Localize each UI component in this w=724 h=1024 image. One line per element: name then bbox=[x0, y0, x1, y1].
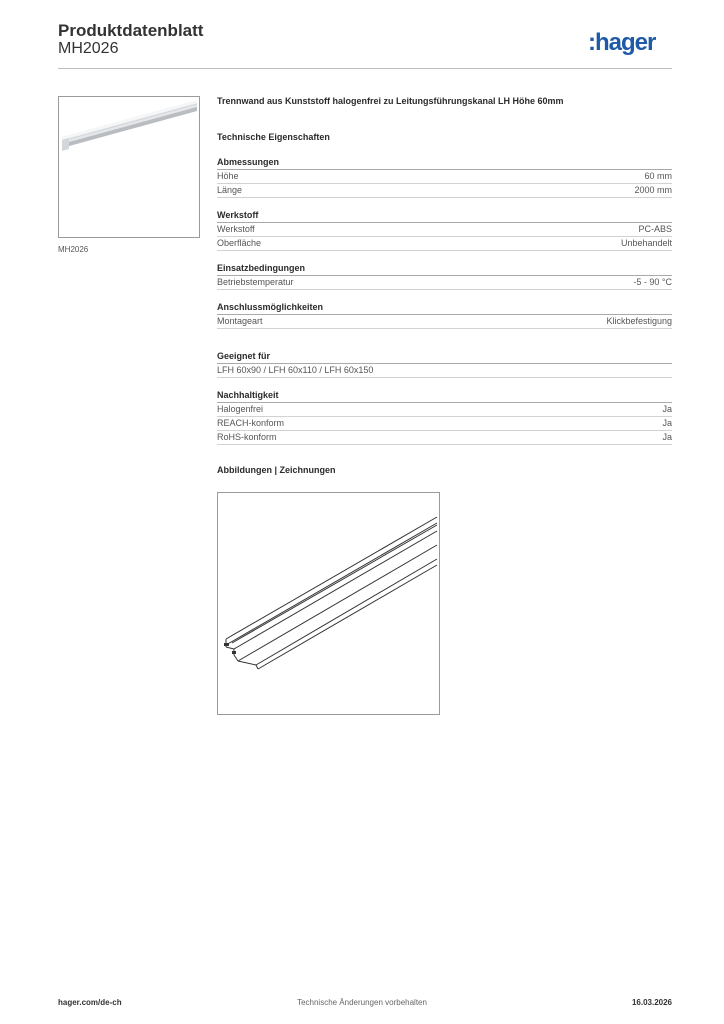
page-title: Produktdatenblatt bbox=[58, 21, 204, 40]
section-connection-options bbox=[217, 302, 672, 329]
thumbnail-caption: MH2026 bbox=[58, 245, 89, 254]
spec-row bbox=[217, 223, 672, 237]
header-divider bbox=[58, 68, 672, 69]
spec-label: Werkstoff bbox=[217, 224, 255, 234]
spec-value: Ja bbox=[662, 432, 672, 442]
spec-value: Klickbefestigung bbox=[606, 316, 672, 326]
spec-value: 2000 mm bbox=[634, 185, 672, 195]
spec-row bbox=[217, 431, 672, 445]
section-suitable-for bbox=[217, 351, 672, 378]
section-title: Nachhaltigkeit bbox=[217, 390, 672, 403]
spec-row bbox=[217, 170, 672, 184]
product-details bbox=[217, 96, 672, 476]
product-headline: Trennwand aus Kunststoff halogenfrei zu Leitungsführungskanal LH Höhe 60mm bbox=[217, 96, 564, 106]
product-code: MH2026 bbox=[58, 40, 119, 57]
product-thumbnail-image bbox=[59, 97, 199, 237]
section-dimensions bbox=[217, 157, 672, 198]
spec-row bbox=[217, 315, 672, 329]
technical-drawing bbox=[217, 492, 440, 715]
spec-label: RoHS-konform bbox=[217, 432, 277, 442]
spec-row bbox=[217, 364, 672, 378]
spec-value: Ja bbox=[662, 418, 672, 428]
spec-row bbox=[217, 184, 672, 198]
product-thumbnail bbox=[58, 96, 200, 238]
hager-logo-text: :hager bbox=[588, 29, 656, 56]
spec-row bbox=[217, 403, 672, 417]
section-operating-conditions bbox=[217, 263, 672, 290]
spec-label: Oberfläche bbox=[217, 238, 262, 248]
spec-label: REACH-konform bbox=[217, 418, 285, 428]
spec-row bbox=[217, 417, 672, 431]
spec-label: Montageart bbox=[217, 316, 263, 326]
section-title: Anschlussmöglichkeiten bbox=[217, 302, 672, 315]
spec-label: Länge bbox=[217, 185, 243, 195]
spec-value: Unbehandelt bbox=[620, 238, 672, 248]
spec-label: LFH 60x90 / LFH 60x110 / LFH 60x150 bbox=[217, 365, 374, 375]
spec-row bbox=[217, 276, 672, 290]
drawings-title: Abbildungen | Zeichnungen bbox=[217, 465, 336, 475]
spec-label: Höhe bbox=[217, 171, 239, 181]
section-material bbox=[217, 210, 672, 251]
spec-value: -5 - 90 °C bbox=[633, 277, 672, 287]
spec-label: Halogenfrei bbox=[217, 404, 264, 414]
section-sustainability bbox=[217, 390, 672, 445]
footer-website[interactable]: hager.com/de-ch bbox=[58, 998, 122, 1007]
spec-value: 60 mm bbox=[644, 171, 672, 181]
section-title: Werkstoff bbox=[217, 210, 672, 223]
tech-properties-title: Technische Eigenschaften bbox=[217, 132, 330, 142]
footer-date: 16.03.2026 bbox=[631, 998, 672, 1007]
footer-notice: Technische Änderungen vorbehalten bbox=[297, 998, 427, 1007]
section-title: Abmessungen bbox=[217, 157, 672, 170]
spec-row bbox=[217, 237, 672, 251]
section-title: Einsatzbedingungen bbox=[217, 263, 672, 276]
technical-drawing-image bbox=[218, 493, 439, 714]
spec-value: Ja bbox=[662, 404, 672, 414]
section-title: Geeignet für bbox=[217, 351, 672, 364]
spec-label: Betriebstemperatur bbox=[217, 277, 294, 287]
hager-logo bbox=[588, 28, 672, 58]
spec-value: PC-ABS bbox=[638, 224, 672, 234]
